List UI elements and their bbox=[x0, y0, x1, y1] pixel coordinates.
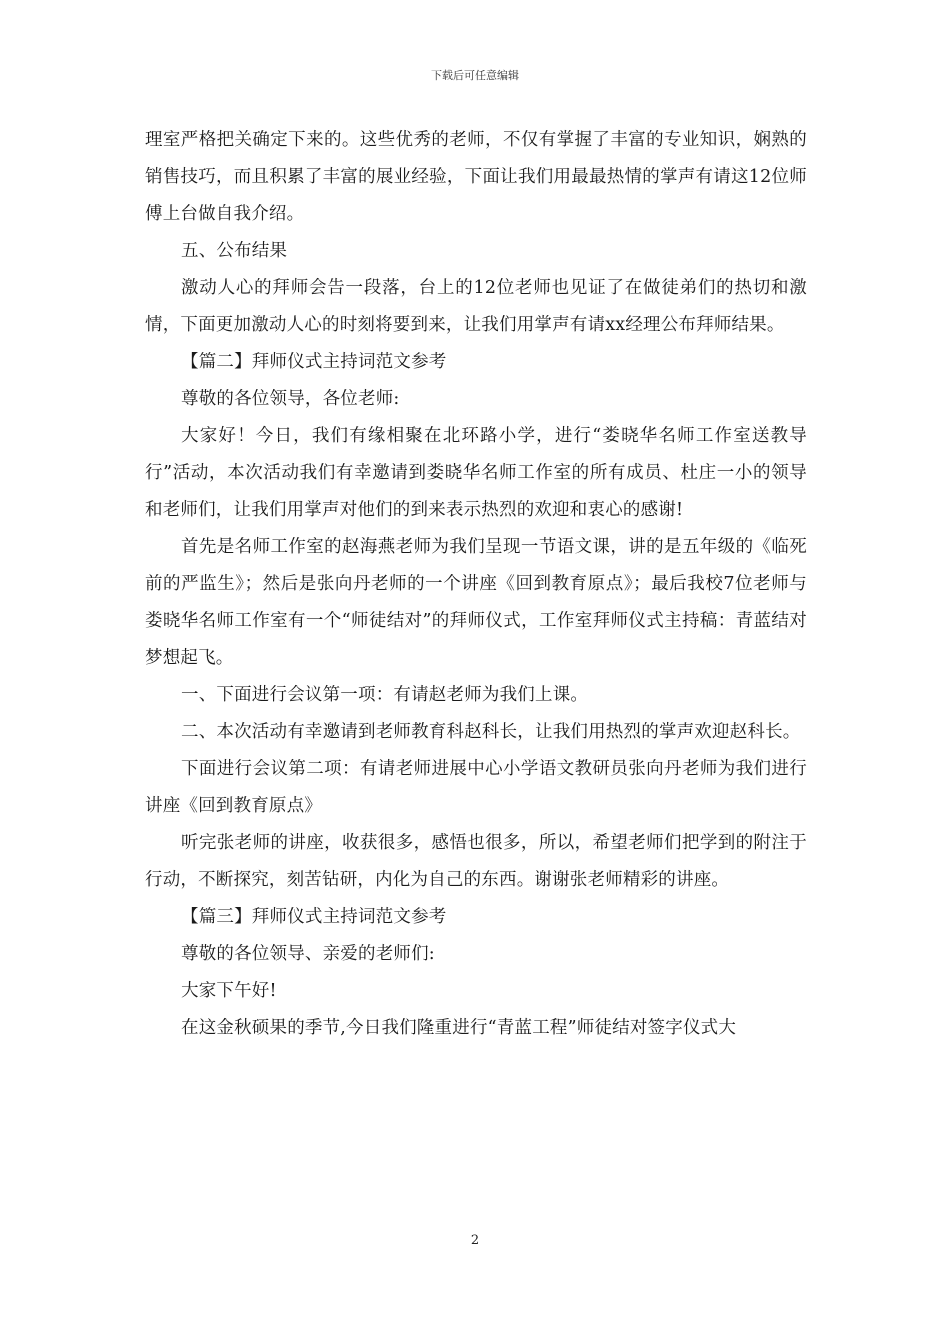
paragraph: 听完张老师的讲座，收获很多，感悟也很多，所以，希望老师们把学到的附注于行动，不断探究，刻苦钻研，内化为自己的东西。谢谢张老师精彩的讲座。 bbox=[145, 833, 807, 890]
document-body bbox=[145, 122, 807, 1047]
paragraph: 下面进行会议第二项：有请老师进展中心小学语文教研员张向丹老师为我们进行讲座《回到教育原点》 bbox=[145, 759, 807, 816]
salutation: 尊敬的各位领导、亲爱的老师们: bbox=[181, 944, 435, 964]
paragraph: 首先是名师工作室的赵海燕老师为我们呈现一节语文课，讲的是五年级的《临死前的严监生》；然后是张向丹老师的一个讲座《回到教育原点》；最后我校7位老师与娄晓华名师工作室有一个“师徒结对”的拜师仪式，工作室拜师仪式主持稿：青蓝结对梦想起飞。 bbox=[145, 537, 807, 668]
paragraph: 二、本次活动有幸邀请到老师教育科赵科长，让我们用热烈的掌声欢迎赵科长。 bbox=[181, 722, 801, 742]
page-number: 2 bbox=[470, 1233, 480, 1248]
section-heading: 五、公布结果 bbox=[181, 241, 288, 261]
page-header: 下载后可任意编辑 bbox=[431, 69, 519, 82]
paragraph: 大家好！今日，我们有缘相聚在北环路小学，进行“娄晓华名师工作室送教导行”活动，本次活动我们有幸邀请到娄晓华名师工作室的所有成员、杜庄一小的领导和老师们，让我们用掌声对他们的到来表示热烈的欢迎和衷心的感谢! bbox=[145, 426, 807, 520]
paragraph: 一、下面进行会议第一项：有请赵老师为我们上课。 bbox=[181, 685, 589, 705]
paragraph: 在这金秋硕果的季节,今日我们隆重进行“青蓝工程”师徒结对签字仪式大 bbox=[181, 1018, 737, 1038]
section-heading: 【篇二】拜师仪式主持词范文参考 bbox=[181, 352, 447, 372]
section-heading: 【篇三】拜师仪式主持词范文参考 bbox=[181, 907, 447, 927]
greeting: 大家下午好! bbox=[181, 981, 277, 1001]
salutation: 尊敬的各位领导，各位老师: bbox=[181, 389, 400, 409]
paragraph: 激动人心的拜师会告一段落，台上的12位老师也见证了在做徒弟们的热切和激情，下面更加激动人心的时刻将要到来，让我们用掌声有请xx经理公布拜师结果。 bbox=[145, 278, 807, 335]
paragraph: 理室严格把关确定下来的。这些优秀的老师，不仅有掌握了丰富的专业知识，娴熟的销售技巧，而且积累了丰富的展业经验，下面让我们用最最热情的掌声有请这12位师傅上台做自我介绍。 bbox=[145, 130, 807, 224]
